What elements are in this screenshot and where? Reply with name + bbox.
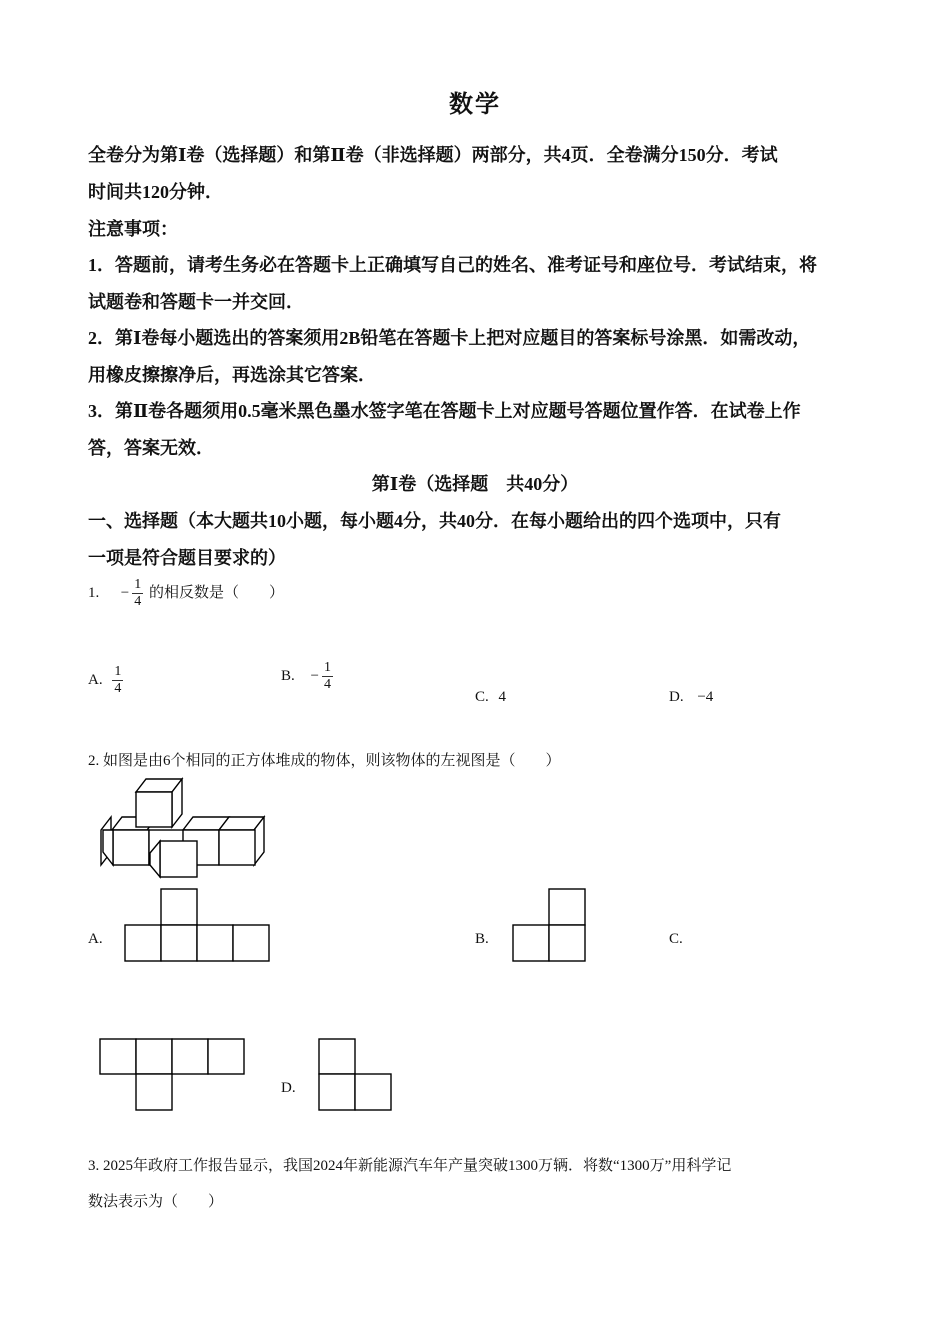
intro-line-1: 全卷分为第Ⅰ卷（选择题）和第Ⅱ卷（非选择题）两部分，共4页．全卷满分150分．考试 bbox=[88, 145, 778, 165]
q1-option-d[interactable] bbox=[669, 689, 713, 706]
option-b-fraction bbox=[322, 660, 333, 693]
question-3-line-1: 3. 2025年政府工作报告显示，我国2024年新能源汽车年产量突破1300万辆．将数“1300万”用科学记 bbox=[88, 1158, 732, 1174]
notice-item-2-line-1: 2．第Ⅰ卷每小题选出的答案须用2B铅笔在答题卡上把对应题目的答案标号涂黑．如需改动， bbox=[88, 328, 811, 348]
option-d-label: D. bbox=[669, 689, 684, 705]
notice-item-1-line-1: 1．答题前，请考生务必在答题卡上正确填写自己的姓名、准考证号和座位号．考试结束，将 bbox=[88, 255, 817, 275]
q2-option-a-label[interactable]: A. bbox=[88, 931, 103, 947]
q2-option-d-label[interactable]: D. bbox=[281, 1080, 296, 1096]
option-c-label: C. bbox=[475, 689, 489, 705]
option-d-value: −4 bbox=[697, 689, 714, 705]
notice-item-3-line-1: 3．第Ⅱ卷各题须用0.5毫米黑色墨水签字笔在答题卡上对应题号答题位置作答．在试卷上作 bbox=[88, 401, 801, 421]
q2-option-b-label[interactable]: B. bbox=[475, 931, 489, 947]
option-c-value: 4 bbox=[498, 689, 507, 705]
page-title: 数学 bbox=[449, 92, 501, 118]
intro-line-2: 时间共120分钟． bbox=[88, 182, 223, 202]
fraction-numerator: 1 bbox=[323, 660, 331, 675]
minus-sign: − bbox=[120, 585, 130, 601]
q2-option-c-label[interactable]: C. bbox=[669, 931, 683, 947]
q2-option-b-figure[interactable] bbox=[513, 889, 588, 964]
question-3-line-2: 数法表示为（ ） bbox=[88, 1194, 224, 1210]
option-a-label: A. bbox=[88, 671, 103, 688]
fraction-denominator: 4 bbox=[323, 677, 331, 692]
cube-stack-figure bbox=[0, 0, 300, 880]
q2-option-c-figure[interactable] bbox=[100, 1039, 245, 1114]
fraction-numerator: 1 bbox=[134, 577, 142, 592]
notice-item-2-line-2: 用橡皮擦擦净后，再选涂其它答案． bbox=[88, 365, 376, 385]
notice-item-1-line-2: 试题卷和答题卡一并交回． bbox=[88, 292, 304, 312]
fraction-denominator: 4 bbox=[134, 594, 142, 609]
part-1-heading: 第Ⅰ卷（选择题 共40分） bbox=[371, 474, 579, 494]
minus-sign: − bbox=[310, 668, 319, 684]
section-1-line-1: 一、选择题（本大题共10小题，每小题4分，共40分．在每小题给出的四个选项中，只有 bbox=[88, 511, 781, 531]
option-b-label: B. bbox=[281, 667, 295, 684]
section-1-line-2: 一项是符合题目要求的） bbox=[88, 548, 286, 568]
fraction-numerator: 1 bbox=[114, 664, 122, 679]
fraction-denominator: 4 bbox=[114, 681, 122, 696]
question-2-stem: 2. 如图是由6个相同的正方体堆成的物体，则该物体的左视图是（ ） bbox=[88, 753, 561, 769]
question-1-number: 1. bbox=[88, 584, 100, 601]
notice-item-3-line-2: 答，答案无效． bbox=[88, 438, 214, 458]
q2-option-a-figure[interactable] bbox=[125, 889, 270, 964]
q1-option-c[interactable] bbox=[475, 689, 506, 706]
question-1-stem: 的相反数是（ ） bbox=[148, 584, 284, 601]
notice-heading: 注意事项： bbox=[88, 219, 178, 239]
q2-option-d-figure[interactable] bbox=[319, 1039, 394, 1114]
